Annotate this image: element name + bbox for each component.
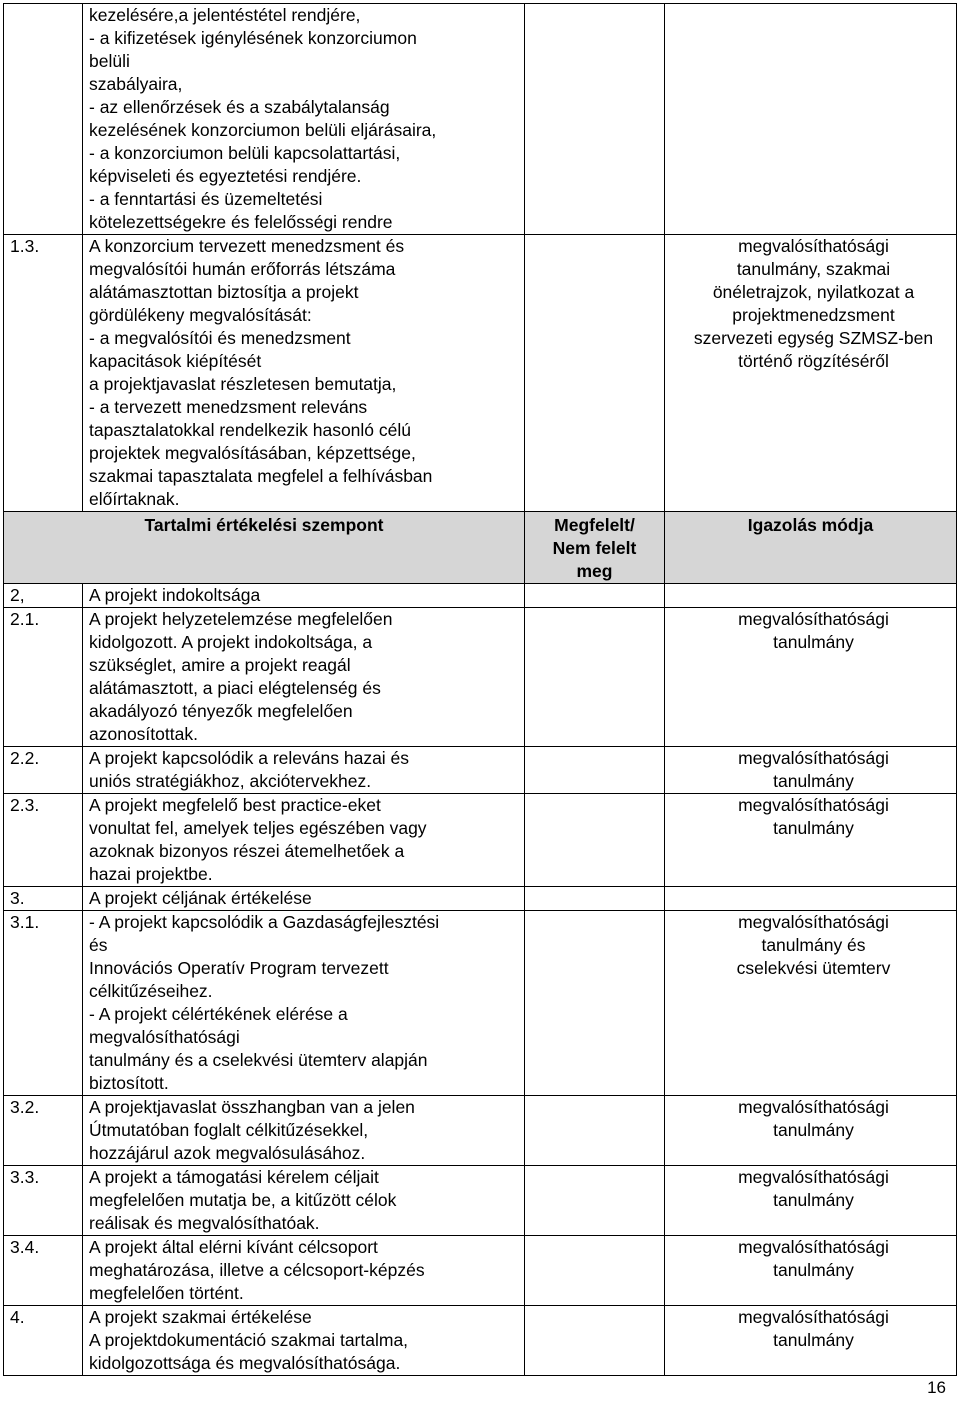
row-verification: megvalósíthatósági tanulmány	[665, 1236, 957, 1306]
row-number: 3.	[4, 887, 83, 911]
row-verification	[665, 4, 957, 235]
page-number: 16	[927, 1378, 946, 1397]
row-description: A projekt szakmai értékelése A projektdokumentáció szakmai tartalma, kidolgozottsága és megvalósíthatósága.	[83, 1306, 525, 1376]
row-verification	[665, 584, 957, 608]
row-met-cell	[525, 4, 665, 235]
table-body-bottom	[4, 584, 957, 1376]
table-row	[4, 794, 957, 887]
row-verification: megvalósíthatósági tanulmány	[665, 1096, 957, 1166]
table-header	[4, 512, 957, 584]
table-body-top	[4, 4, 957, 512]
table-row	[4, 608, 957, 747]
row-number: 3.1.	[4, 911, 83, 1096]
row-description: A projekt a támogatási kérelem céljait megfelelően mutatja be, a kitűzött célok reálisak és megvalósíthatóak.	[83, 1166, 525, 1236]
row-met-cell	[525, 584, 665, 608]
table-row	[4, 747, 957, 794]
row-number: 2.1.	[4, 608, 83, 747]
row-met-cell	[525, 1306, 665, 1376]
row-description: A konzorcium tervezett menedzsment és megvalósítói humán erőforrás létszáma alátámasztottan biztosítja a projekt gördülékeny megvalósítását: - a megvalósítói és menedzsment kapacitások kiépítését a projektjavaslat részletesen bemutatja, - a tervezett menedzsment releváns tapasztalatokkal rendelkezik hasonló célú projektek megvalósításában, képzettsége, szakmai tapasztalata megfelel a felhívásban előírtaknak.	[83, 235, 525, 512]
row-met-cell	[525, 911, 665, 1096]
row-met-cell	[525, 1236, 665, 1306]
table-row	[4, 1166, 957, 1236]
table-row	[4, 4, 957, 235]
row-description: A projekt helyzetelemzése megfelelően kidolgozott. A projekt indokoltsága, a szükséglet, amire a projekt reagál alátámasztott, a piaci elégtelenség és akadályozó tényezők megfelelően azonosítottak.	[83, 608, 525, 747]
header-row	[4, 512, 957, 584]
row-description: A projekt által elérni kívánt célcsoport meghatározása, illetve a célcsoport-képzés megfelelően történt.	[83, 1236, 525, 1306]
row-met-cell	[525, 608, 665, 747]
table-row	[4, 1306, 957, 1376]
table-row	[4, 911, 957, 1096]
row-number: 3.4.	[4, 1236, 83, 1306]
row-number: 3.3.	[4, 1166, 83, 1236]
row-met-cell	[525, 794, 665, 887]
row-description: A projekt indokoltsága	[83, 584, 525, 608]
row-verification: megvalósíthatósági tanulmány	[665, 747, 957, 794]
row-met-cell	[525, 747, 665, 794]
row-number: 3.2.	[4, 1096, 83, 1166]
header-verification: Igazolás módja	[665, 512, 957, 584]
row-verification: megvalósíthatósági tanulmány	[665, 794, 957, 887]
table-row	[4, 584, 957, 608]
row-met-cell	[525, 887, 665, 911]
row-verification: megvalósíthatósági tanulmány	[665, 1166, 957, 1236]
row-number: 4.	[4, 1306, 83, 1376]
row-description: A projekt céljának értékelése	[83, 887, 525, 911]
row-met-cell	[525, 1096, 665, 1166]
row-description: - A projekt kapcsolódik a Gazdaságfejlesztési és Innovációs Operatív Program tervezett célkitűzéseihez. - A projekt célértékének elérése a megvalósíthatósági tanulmány és a cselekvési ütemterv alapján biztosított.	[83, 911, 525, 1096]
row-number: 2,	[4, 584, 83, 608]
row-number: 1.3.	[4, 235, 83, 512]
row-description: kezelésére,a jelentéstétel rendjére, - a kifizetések igénylésének konzorciumon belüli szabályaira, - az ellenőrzések és a szabálytalanság kezelésének konzorciumon belüli eljárásaira, - a konzorciumon belüli kapcsolattartási, képviseleti és egyeztetési rendjére. - a fenntartási és üzemeltetési kötelezettségekre és felelősségi rendre	[83, 4, 525, 235]
evaluation-criteria-table	[3, 3, 957, 1376]
row-verification	[665, 887, 957, 911]
table-row	[4, 1096, 957, 1166]
row-number: 2.3.	[4, 794, 83, 887]
row-met-cell	[525, 1166, 665, 1236]
row-description: A projekt megfelelő best practice-eket vonultat fel, amelyek teljes egészében vagy azoknak bizonyos részei átemelhetőek a hazai projektbe.	[83, 794, 525, 887]
row-verification: megvalósíthatósági tanulmány	[665, 608, 957, 747]
table-row	[4, 1236, 957, 1306]
row-verification: megvalósíthatósági tanulmány, szakmai önéletrajzok, nyilatkozat a projektmenedzsment szervezeti egység SZMSZ-ben történő rögzítéséről	[665, 235, 957, 512]
row-met-cell	[525, 235, 665, 512]
row-number: 2.2.	[4, 747, 83, 794]
header-met: Megfelelt/ Nem felelt meg	[525, 512, 665, 584]
table-row	[4, 235, 957, 512]
row-verification: megvalósíthatósági tanulmány	[665, 1306, 957, 1376]
row-verification: megvalósíthatósági tanulmány és cselekvési ütemterv	[665, 911, 957, 1096]
table-row	[4, 887, 957, 911]
row-description: A projekt kapcsolódik a releváns hazai és uniós stratégiákhoz, akciótervekhez.	[83, 747, 525, 794]
header-criterion: Tartalmi értékelési szempont	[4, 512, 525, 584]
row-number	[4, 4, 83, 235]
row-description: A projektjavaslat összhangban van a jelen Útmutatóban foglalt célkitűzésekkel, hozzájárul azok megvalósulásához.	[83, 1096, 525, 1166]
